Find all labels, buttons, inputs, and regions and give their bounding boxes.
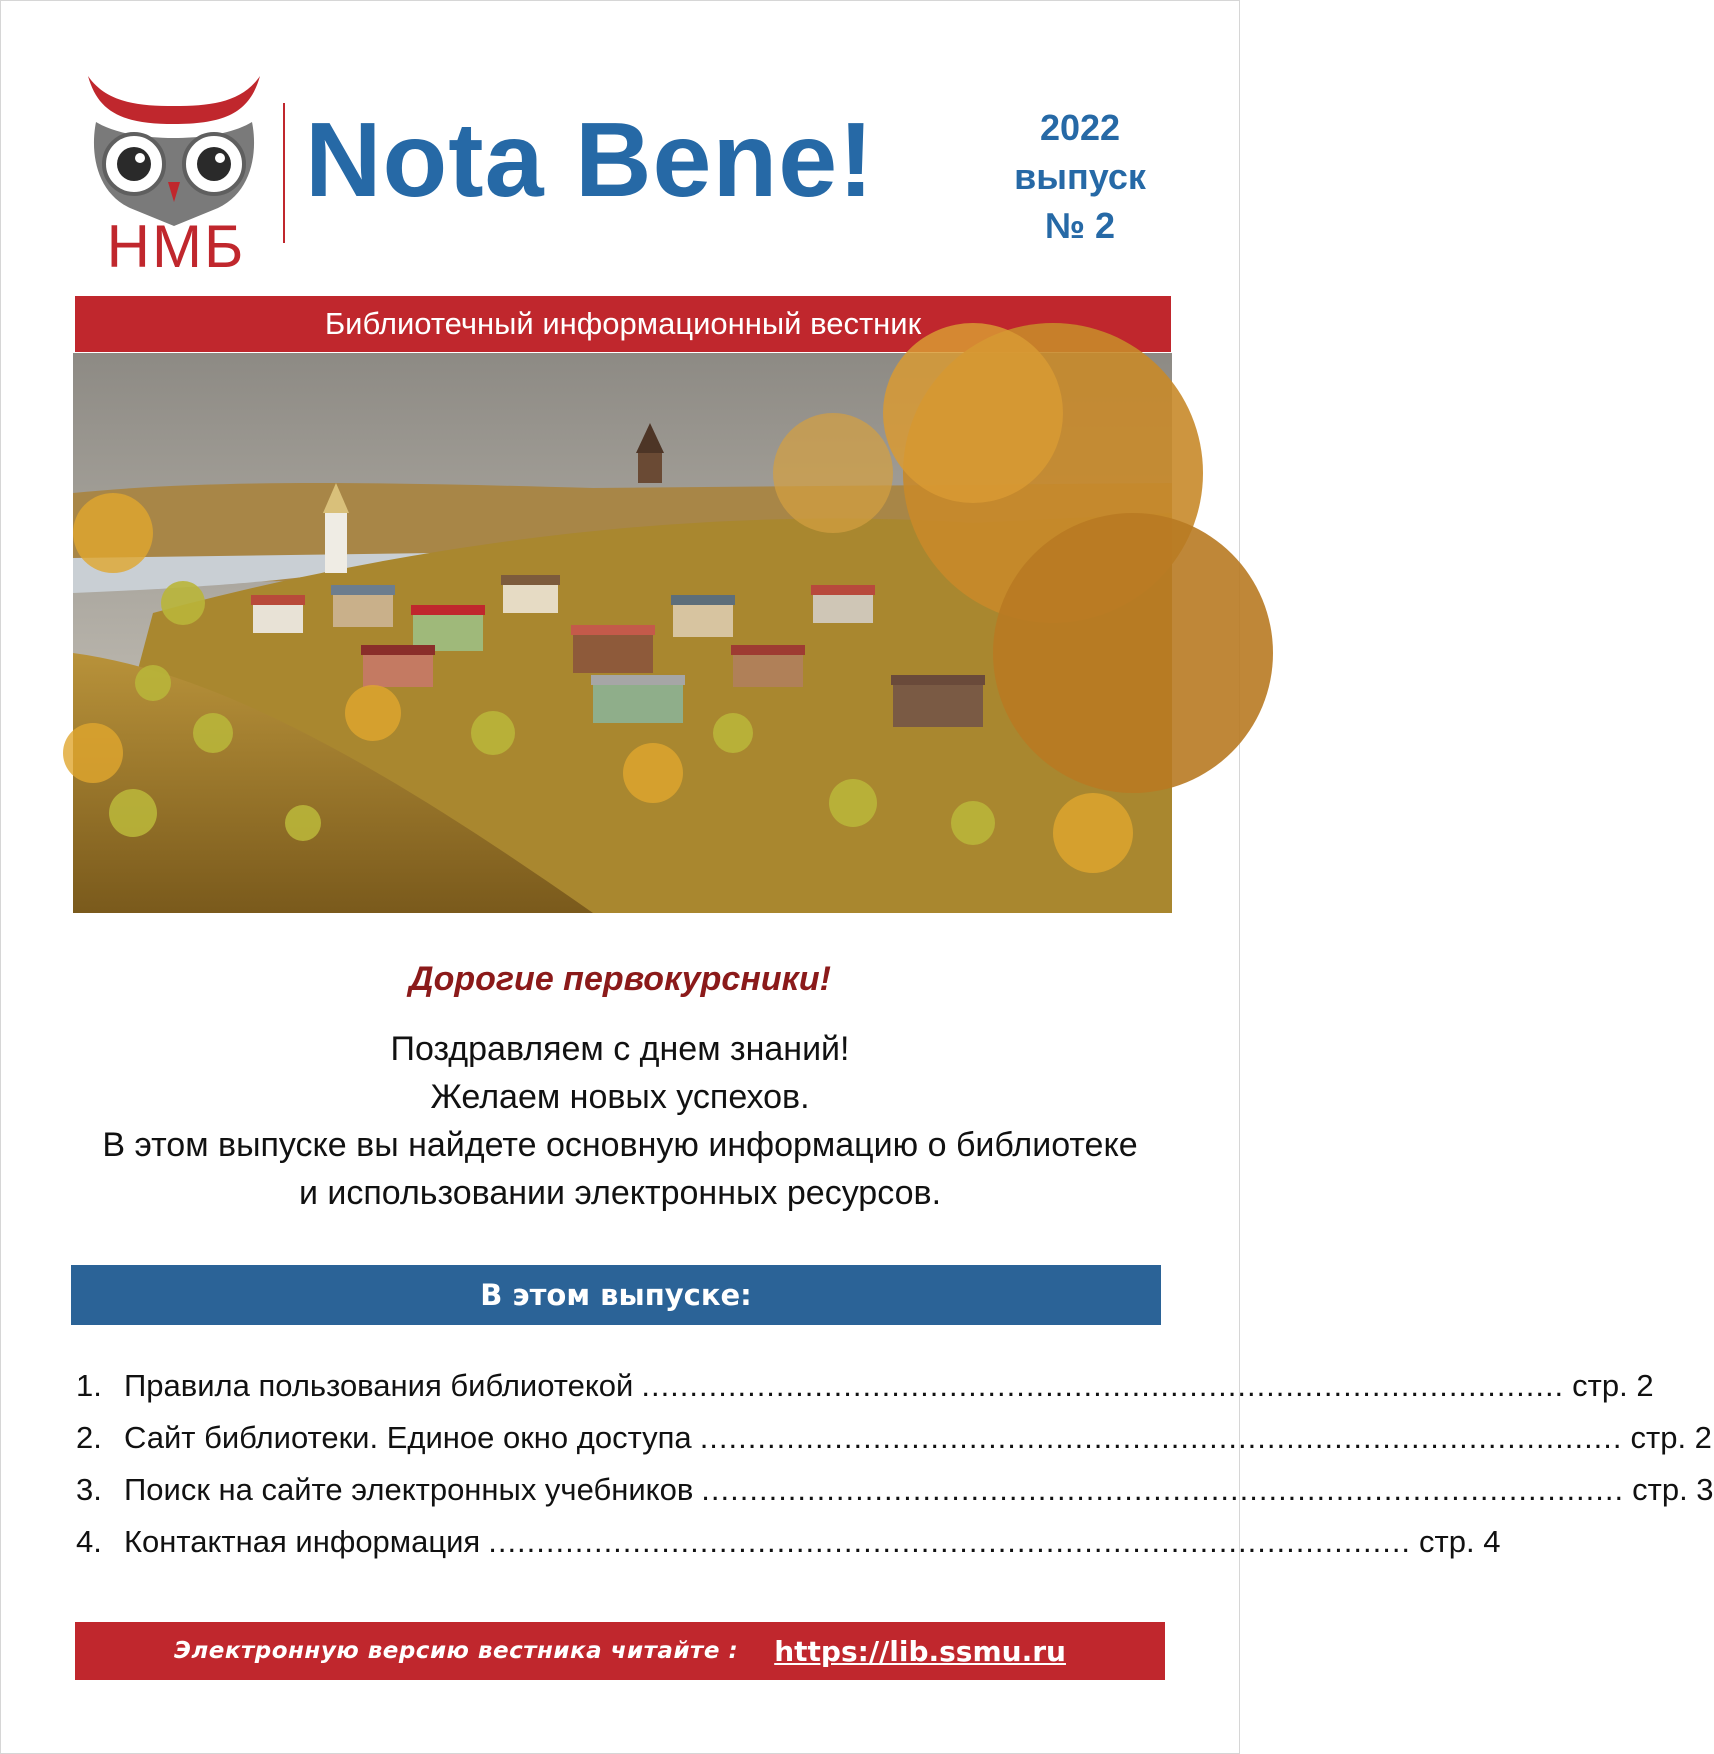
greeting-line: Желаем новых успехов. (430, 1078, 810, 1116)
toc-title: Сайт библиотеки. Единое окно доступа (124, 1420, 692, 1455)
toc-number: 4. (76, 1524, 102, 1559)
toc-item[interactable] (76, 1472, 1714, 1524)
greeting-line: и использовании электронных ресурсов. (298, 1174, 942, 1212)
toc-leader-dots: ................................................................................................ (488, 1524, 1412, 1559)
toc-leader-dots: ................................................................................................ (701, 1472, 1625, 1507)
issue-word: выпуск (1014, 156, 1146, 197)
header-divider (283, 103, 285, 243)
toc-item[interactable] (76, 1420, 1712, 1472)
toc-item[interactable] (76, 1368, 1654, 1420)
website-link[interactable]: https://lib.ssmu.ru (774, 1634, 1066, 1668)
toc-leader-dots: ................................................................................................ (641, 1368, 1565, 1403)
greeting-line: Поздравляем с днем знаний! (390, 1030, 850, 1068)
toc-title: Поиск на сайте электронных учебников (124, 1472, 694, 1507)
toc-title: Контактная информация (124, 1524, 481, 1559)
table-of-contents (76, 1368, 1714, 1576)
toc-number: 1. (76, 1368, 102, 1403)
contents-heading: В этом выпуске: (71, 1265, 1161, 1325)
toc-page: стр. 4 (1419, 1524, 1501, 1559)
toc-number: 3. (76, 1472, 102, 1507)
issue-info (1000, 103, 1160, 250)
cover-photo (73, 353, 1172, 913)
toc-number: 2. (76, 1420, 102, 1455)
toc-page: стр. 3 (1632, 1472, 1714, 1507)
greeting-text (0, 1025, 1240, 1217)
issue-number: № 2 (1044, 205, 1116, 246)
logo-text: НМБ (106, 213, 246, 280)
greeting-heading: Дорогие первокурсники! (409, 960, 831, 998)
footer-label: Электронную версию вестника читайте : (174, 1638, 739, 1664)
toc-item[interactable] (76, 1524, 1501, 1576)
toc-leader-dots: ................................................................................................ (699, 1420, 1623, 1455)
greeting-line: В этом выпуске вы найдете основную информацию о библиотеке (102, 1126, 1138, 1164)
toc-page: стр. 2 (1572, 1368, 1654, 1403)
subtitle-band: Библиотечный информационный вестник (75, 296, 1171, 352)
issue-year: 2022 (1039, 107, 1121, 148)
page-title: Nota Bene! (305, 101, 875, 219)
toc-page: стр. 2 (1630, 1420, 1712, 1455)
toc-title: Правила пользования библиотекой (124, 1368, 634, 1403)
footer-band (75, 1622, 1165, 1680)
